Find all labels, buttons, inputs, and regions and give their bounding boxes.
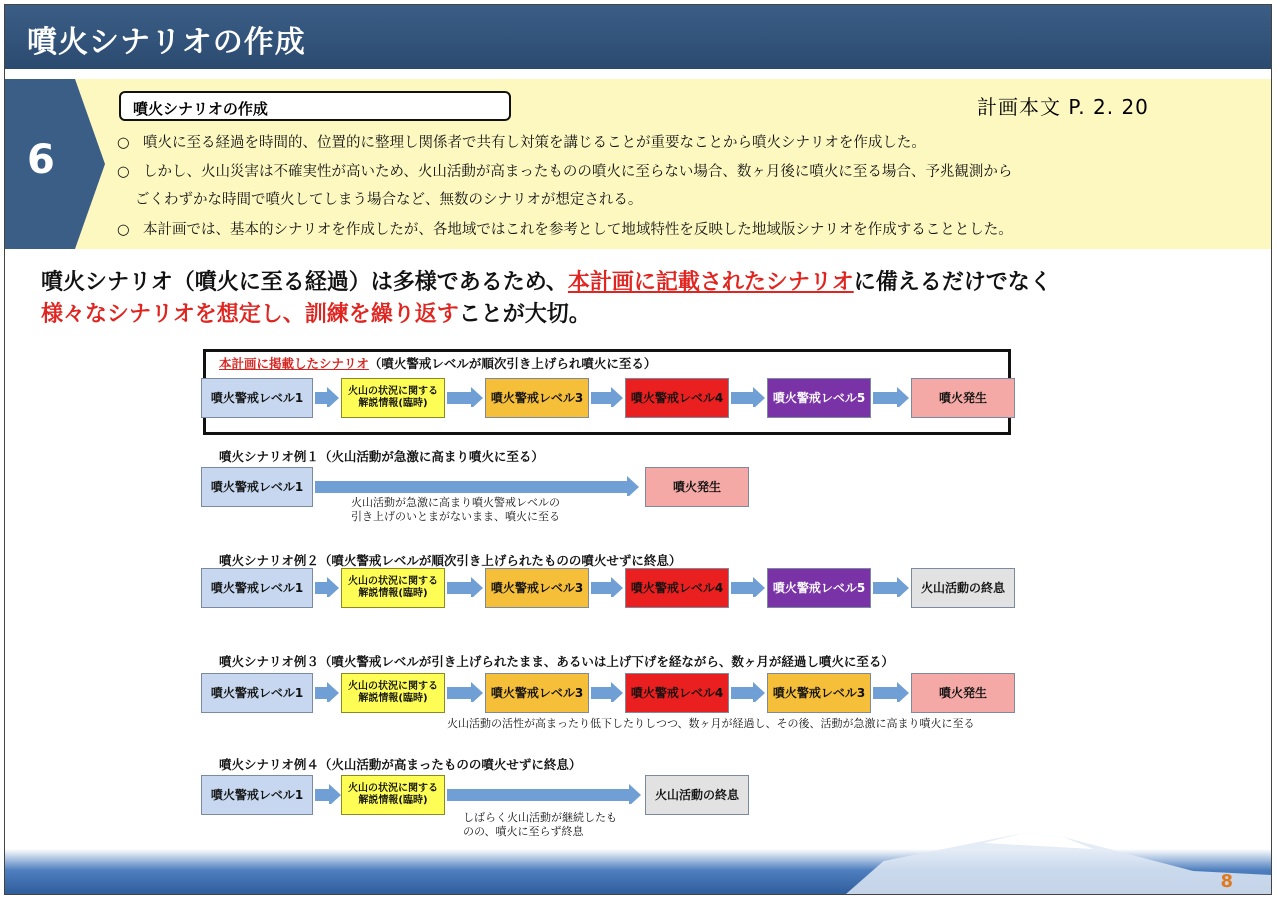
main-step-6: 噴火発生 (911, 378, 1015, 418)
main-step-1: 噴火警戒レベル1 (201, 378, 313, 418)
ex3-step-5: 噴火警戒レベル3 (767, 673, 871, 713)
ex4-step-2: 火山の状況に関する 解説情報(臨時) (341, 775, 445, 815)
ex3-step-3: 噴火警戒レベル3 (485, 673, 589, 713)
main-arrow-4 (731, 387, 765, 407)
ex4-step-3: 火山活動の終息 (645, 775, 749, 815)
ex2-step-3: 噴火警戒レベル3 (485, 568, 589, 608)
slide-title: 噴火シナリオの作成 (27, 25, 306, 60)
ex2-arrow-5 (873, 577, 909, 597)
headline-line-2: 様々なシナリオを想定し、訓練を繰り返すことが大切。 (41, 302, 591, 327)
ex4-step-1: 噴火警戒レベル1 (201, 775, 313, 815)
section-number: 6 (27, 137, 55, 183)
title-bar (5, 5, 1271, 69)
ex4-arrow-1 (315, 784, 341, 804)
main-scenario-label: 本計画に掲載したシナリオ（噴火警戒レベルが順次引き上げられ噴火に至る） (219, 356, 657, 371)
ex2-step-1: 噴火警戒レベル1 (201, 568, 313, 608)
main-step-5: 噴火警戒レベル5 (767, 378, 871, 418)
main-step-3: 噴火警戒レベル3 (485, 378, 589, 418)
example-3-note: 火山活動の活性が高まったり低下したりしつつ、数ヶ月が経過し、その後、活動が急激に高まり噴火に至る (447, 717, 975, 730)
bullet-1: ○ 噴火に至る経過を時間的、位置的に整理し関係者で共有し対策を講じることが重要なことから噴火シナリオを作成した。 (117, 135, 926, 151)
page-number: 8 (1220, 871, 1233, 892)
ex3-arrow-2 (447, 682, 483, 702)
ex2-arrow-2 (447, 577, 483, 597)
ex3-arrow-3 (591, 682, 623, 702)
bullet-2-cont: ごくわずかな時間で噴火してしまう場合など、無数のシナリオが想定される。 (135, 192, 643, 208)
ex4-arrow-2 (447, 784, 641, 804)
main-arrow-5 (873, 387, 909, 407)
ex2-arrow-1 (315, 577, 339, 597)
ex3-arrow-5 (873, 682, 909, 702)
example-4-label: 噴火シナリオ例４（火山活動が高まったものの噴火せずに終息） (219, 757, 582, 772)
example-3-label: 噴火シナリオ例３（噴火警戒レベルが引き上げられたまま、あるいは上げ下げを経ながら、数ヶ月が経過し噴火に至る） (219, 654, 894, 669)
ex3-step-1: 噴火警戒レベル1 (201, 673, 313, 713)
headline-line-1: 噴火シナリオ（噴火に至る経過）は多様であるため、本計画に記載されたシナリオに備えるだけでなく (41, 270, 1052, 295)
footer-mountain-band (5, 831, 1271, 895)
ex1-arrow-1 (315, 476, 639, 496)
example-2-label: 噴火シナリオ例２（噴火警戒レベルが順次引き上げられたものの噴火せずに終息） (219, 553, 682, 568)
summary-title-box (119, 91, 511, 121)
main-arrow-2 (447, 387, 483, 407)
ex1-step-2: 噴火発生 (645, 467, 749, 507)
ex2-step-5: 噴火警戒レベル5 (767, 568, 871, 608)
slide (4, 4, 1272, 895)
main-arrow-3 (591, 387, 623, 407)
example-4-note: しばらく火山活動が継続したも のの、噴火に至らず終息 (463, 811, 617, 839)
ex3-step-6: 噴火発生 (911, 673, 1015, 713)
ex3-arrow-1 (315, 682, 339, 702)
ex3-step-4: 噴火警戒レベル4 (625, 673, 729, 713)
main-arrow-1 (315, 387, 339, 407)
ex3-step-2: 火山の状況に関する 解説情報(臨時) (341, 673, 445, 713)
example-1-note: 火山活動が急激に高まり噴火警戒レベルの 引き上げのいとまがないまま、噴火に至る (351, 496, 560, 524)
ex3-arrow-4 (731, 682, 765, 702)
ex1-step-1: 噴火警戒レベル1 (201, 467, 313, 507)
ex2-step-2: 火山の状況に関する 解説情報(臨時) (341, 568, 445, 608)
main-step-4: 噴火警戒レベル4 (625, 378, 729, 418)
ex2-arrow-3 (591, 577, 623, 597)
ex2-step-4: 噴火警戒レベル4 (625, 568, 729, 608)
bullet-2: ○ しかし、火山災害は不確実性が高いため、火山活動が高まったものの噴火に至らない場合、数ヶ月後に噴火に至る場合、予兆観測から (117, 164, 1013, 180)
plan-reference: 計画本文 P. 2. 20 (977, 95, 1149, 119)
ex2-step-6: 火山活動の終息 (911, 568, 1015, 608)
main-step-2: 火山の状況に関する 解説情報(臨時) (341, 378, 445, 418)
bullet-3: ○ 本計画では、基本的シナリオを作成したが、各地域ではこれを参考として地域特性を反映した地域版シナリオを作成することとした。 (117, 222, 1013, 238)
example-1-label: 噴火シナリオ例１（火山活動が急激に高まり噴火に至る） (219, 449, 544, 464)
summary-title: 噴火シナリオの作成 (133, 100, 268, 118)
ex2-arrow-4 (731, 577, 765, 597)
